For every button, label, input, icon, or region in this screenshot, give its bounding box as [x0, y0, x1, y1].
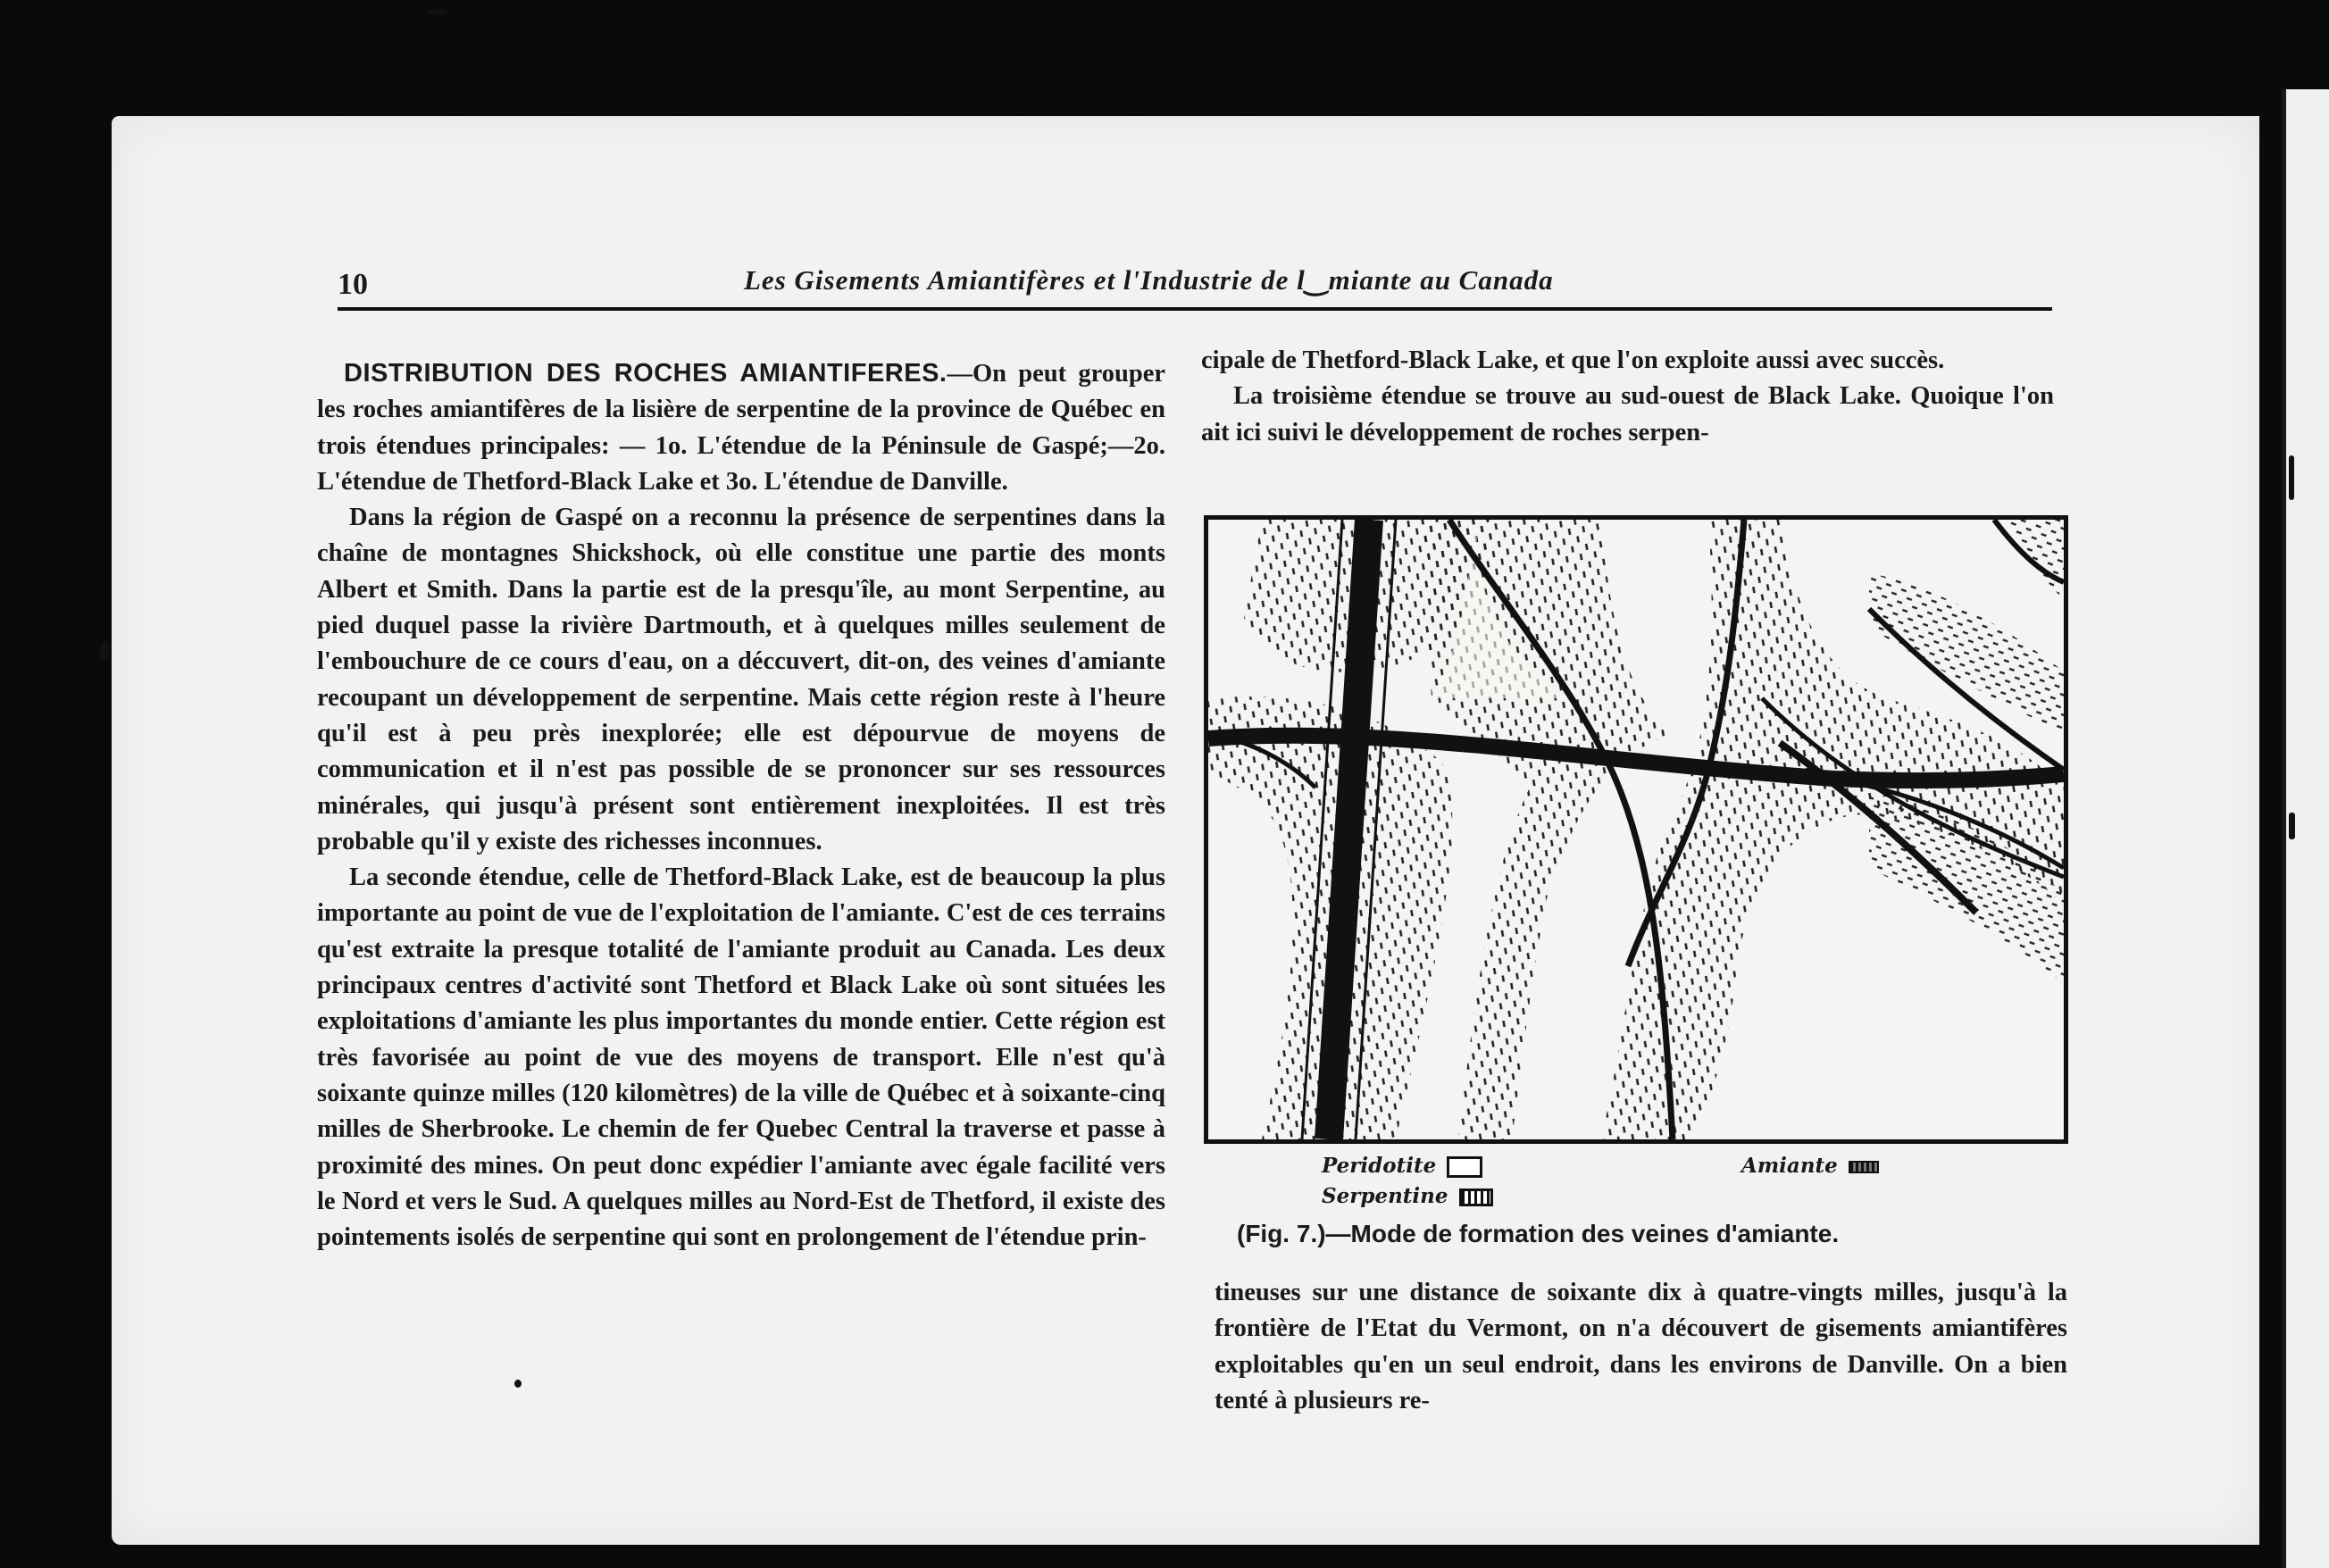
section-heading: DISTRIBUTION DES ROCHES AMIANTIFERES. [344, 359, 947, 388]
paragraph-third-area: La troisième étendue se trouve au sud-ouest de Black Lake. Quoique l'on ait ici suivi le développement de roches serpen- [1201, 382, 2054, 446]
right-column-bottom [1215, 1275, 2067, 1419]
scan-speck [2289, 813, 2295, 839]
amiante-swatch [1849, 1161, 1879, 1173]
page-number: 10 [338, 268, 368, 301]
legend-amiante: Amiante [1741, 1154, 1879, 1178]
scan-speck [100, 641, 109, 661]
running-head [338, 264, 2052, 311]
figure-caption: (Fig. 7.)—Mode de formation des veines d'amiante. [1237, 1220, 1840, 1247]
paragraph-text: —On peut grouper les roches amiantifères de la lisière de serpentine de la province de Québec en trois étendues principales: — 1o. L'étendue de la Péninsule de Gaspé;—2o. L'étendue de Thetford-Black Lake et 3o. L'étendue de Danville. [317, 360, 1165, 496]
figure-legend [1322, 1152, 1965, 1216]
paragraph-continuation: cipale de Thetford-Black Lake, et que l'on exploite aussi avec succès. [1201, 346, 1945, 374]
scan-speck [429, 9, 448, 15]
running-title: Les Gisements Amiantifères et l'Industrie de l‿miante au Canada [744, 264, 1554, 296]
paragraph-gaspe: Dans la région de Gaspé on a reconnu la présence de serpentines dans la chaîne de montagnes Shickshock, où elle constitue une partie des monts Albert et Smith. Dans la partie est de la presqu'île, au mont Serpentine, au pied duquel passe la rivière Dartmouth, et à quelques milles seulement de l'embouchure de ce cours d'eau, on a déccuvert, dit-on, des veines d'amiante recoupant un développement de serpentine. Mais cette région reste à l'heure qu'il est à peu près inexplorée; elle est dépourvue de moyens de communication et il n'est pas possible de se prononcer sur ses ressources minérales, qui jusqu'à présent sont entièrement inexploitées. Il est très probable qu'il y existe des richesses inconnues. [317, 504, 1165, 855]
serpentine-swatch [1459, 1189, 1493, 1206]
paragraph-distribution [317, 355, 1165, 500]
peridotite-swatch [1447, 1156, 1482, 1178]
right-column-top [1201, 343, 2054, 451]
scan-speck [514, 1380, 522, 1388]
scan-speck [2289, 455, 2294, 500]
legend-serpentine: Serpentine [1322, 1184, 1493, 1208]
legend-peridotite: Peridotite [1322, 1154, 1482, 1178]
left-column [317, 355, 1165, 1255]
paragraph-thetford: La seconde étendue, celle de Thetford-Black Lake, est de beaucoup la plus importante au point de vue de l'exploitation de l'amiante. C'est de ces terrains qu'est extraite la presque totalité de l'amiante produit au Canada. Les deux principaux centres d'activité sont Thetford et Black Lake où sont situées les exploitations d'amiante les plus importantes du monde entier. Cette région est très favorisée au point de vue des moyens de transport. Elle n'est qu'à soixante quinze milles (120 kilomètres) de la ville de Québec et à soixante-cinq milles de Sherbrooke. Le chemin de fer Quebec Central la traverse et passe à proximité des mines. On peut donc expédier l'amiante avec égale facilité vers le Nord et vers le Sud. A quelques milles au Nord-Est de Thetford, il existe des pointements isolés de serpentine qui sont en prolongement de l'étendue prin- [317, 863, 1165, 1252]
vein-diagram [1208, 520, 2064, 1139]
figure-illustration [1204, 515, 2068, 1144]
paragraph-danville: tineuses sur une distance de soixante dix à quatre-vingts milles, jusqu'à la frontière de l'Etat du Vermont, on n'a découvert de gisements amiantifères exploitables qu'en un seul endroit, dans les environs de Danville. On a bien tenté à plusieurs re- [1215, 1279, 2067, 1414]
